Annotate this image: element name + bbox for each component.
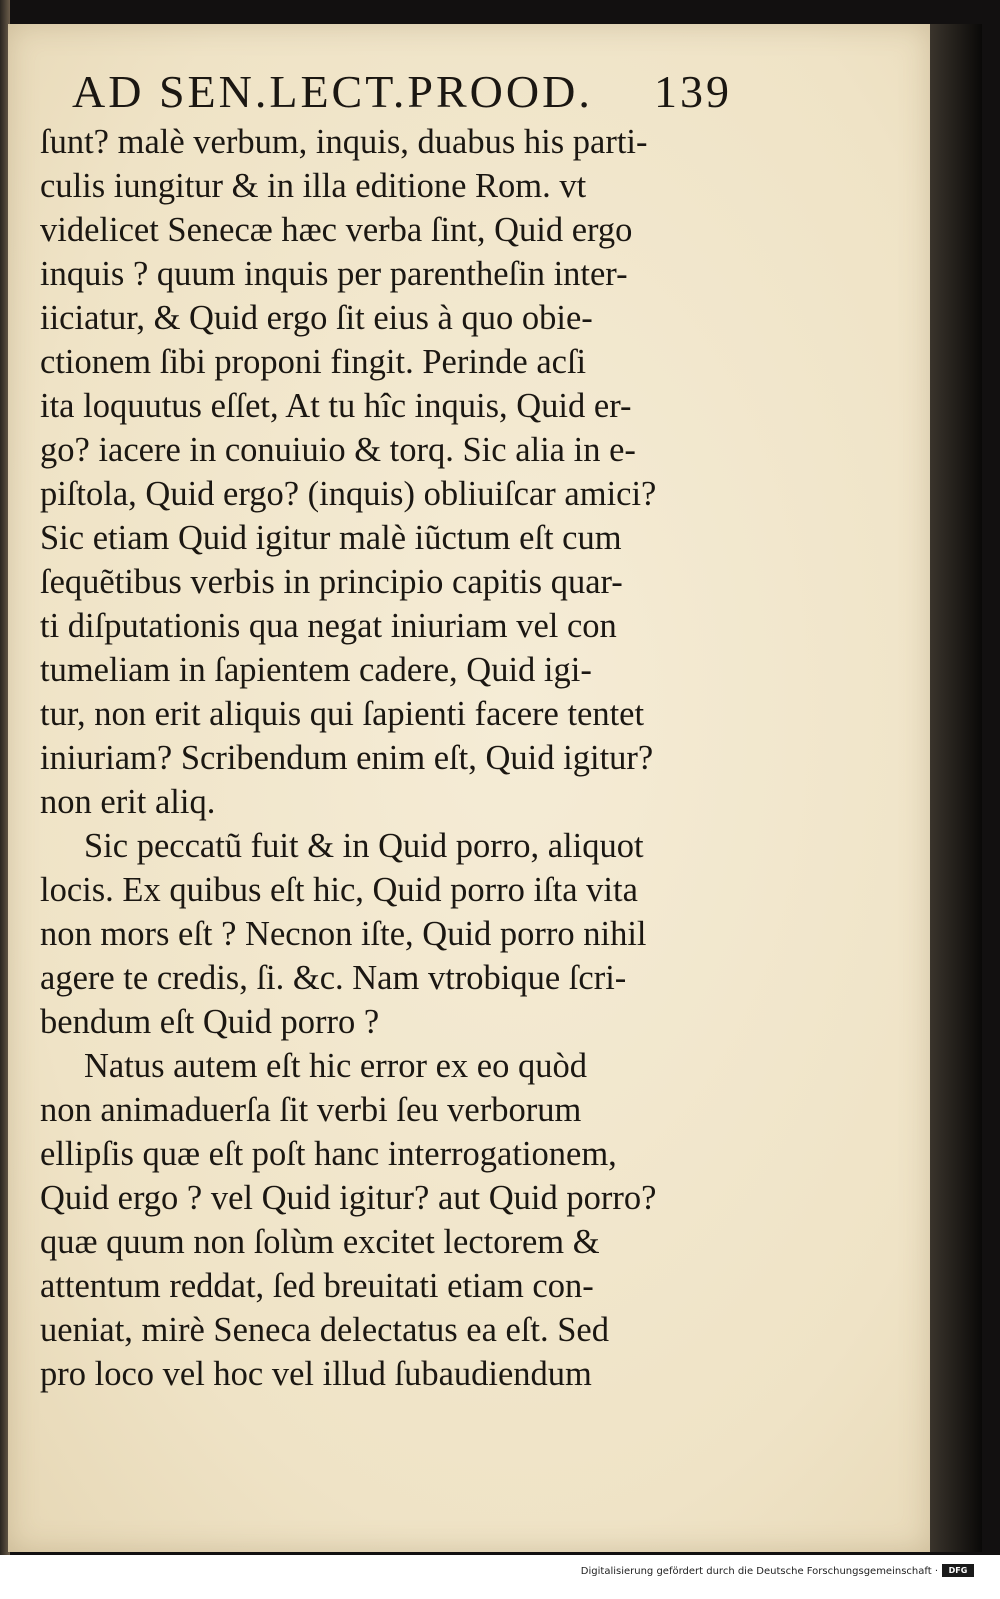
text-line: Sic etiam Quid igitur malè iũctum eſt cum xyxy=(40,519,622,557)
text-line: attentum reddat, ſed breuitati etiam con- xyxy=(40,1267,594,1305)
text-line: agere te credis, ſi. &c. Nam vtrobique ſcri- xyxy=(40,959,627,997)
text-line: quæ quum non ſolùm excitet lectorem & xyxy=(40,1223,600,1261)
text-line: non animaduerſa ſit verbi ſeu verborum xyxy=(40,1091,582,1129)
text-line: videlicet Senecæ hæc verba ſint, Quid ergo xyxy=(40,211,633,249)
text-line: tumeliam in ſapientem cadere, Quid igi- xyxy=(40,651,592,689)
text-line: go? iacere in conuiuio & torq. Sic alia in e- xyxy=(40,431,636,469)
text-line: locis. Ex quibus eſt hic, Quid porro iſta vita xyxy=(40,871,638,909)
text-line: ueniat, mirè Seneca delectatus ea eſt. Sed xyxy=(40,1311,609,1349)
text-line: ti diſputationis qua negat iniuriam vel con xyxy=(40,607,617,645)
book-gutter xyxy=(930,24,982,1552)
dfg-logo: DFG xyxy=(942,1564,974,1577)
text-line: iniuriam? Scribendum enim eſt, Quid igitur? xyxy=(40,739,654,777)
text-line: iiciatur, & Quid ergo ſit eius à quo obie- xyxy=(40,299,593,337)
body-text xyxy=(40,120,734,1396)
text-line: bendum eſt Quid porro ? xyxy=(40,1003,380,1041)
footer-bar xyxy=(0,1555,1000,1599)
text-line: pro loco vel hoc vel illud ſubaudiendum xyxy=(40,1355,592,1393)
text-line: ſunt? malè verbum, inquis, duabus his parti- xyxy=(40,123,648,161)
text-line: ellipſis quæ eſt poſt hanc interrogationem, xyxy=(40,1135,617,1173)
text-line: Quid ergo ? vel Quid igitur? aut Quid porro? xyxy=(40,1179,657,1217)
text-line: ctionem ſibi proponi fingit. Perinde acſi xyxy=(40,343,587,381)
page-number: 139 xyxy=(654,66,732,117)
running-header xyxy=(72,62,732,122)
text-line: tur, non erit aliquis qui ſapienti facere tentet xyxy=(40,695,645,733)
text-line: Natus autem eſt hic error ex eo quòd xyxy=(84,1047,587,1085)
text-line: non mors eſt ? Necnon iſte, Quid porro nihil xyxy=(40,915,647,953)
text-line: culis iungitur & in illa editione Rom. vt xyxy=(40,167,587,205)
text-line: inquis ? quum inquis per parentheſin inter- xyxy=(40,255,628,293)
running-title: AD SEN.LECT.PROOD. xyxy=(72,66,593,117)
digitization-credit: Digitalisierung gefördert durch die Deutsche Forschungsgemeinschaft · xyxy=(580,1566,938,1577)
text-line: ſequẽtibus verbis in principio capitis quar- xyxy=(40,563,623,601)
text-line: ita loquutus eſſet, At tu hîc inquis, Quid er- xyxy=(40,387,632,425)
text-line: Sic peccatũ fuit & in Quid porro, aliquot xyxy=(84,827,644,865)
text-line: piſtola, Quid ergo? (inquis) obliuiſcar amici? xyxy=(40,475,657,513)
text-line: non erit aliq. xyxy=(40,783,216,821)
